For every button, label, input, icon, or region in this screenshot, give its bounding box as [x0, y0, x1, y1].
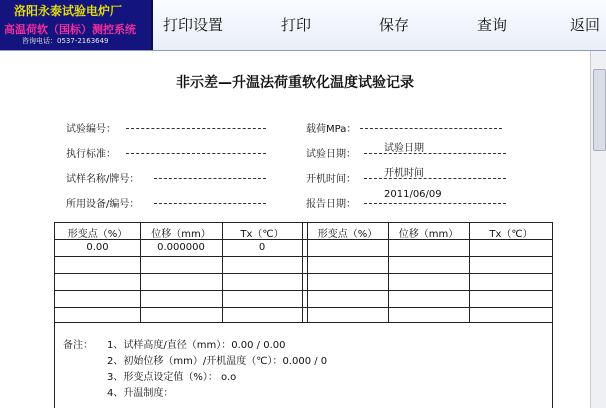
test-date-value: 试验日期 — [384, 143, 424, 154]
equipment-label: 所用设备/编号： — [66, 199, 140, 210]
logo-company-name: 洛阳永泰试验电炉厂 — [14, 4, 123, 18]
table-cell: 0.00 — [86, 242, 109, 253]
toolbar — [0, 0, 606, 51]
table-cell: 0 — [258, 242, 266, 253]
report-title: 非示差—升温法荷重软化温度试验记录 — [176, 75, 414, 91]
logo-system-name: 高温荷软（国标）测控系统 — [4, 23, 136, 36]
test-no-label: 试验编号： — [66, 124, 116, 135]
sample-line — [154, 178, 266, 179]
table-header-cell: Tx（℃） — [489, 229, 533, 240]
table-header-cell: 形变点（%） — [67, 229, 128, 240]
note-item-4: 4、升温制度： — [107, 388, 174, 399]
sample-label: 试样名称/牌号： — [66, 174, 140, 185]
company-logo — [0, 0, 153, 50]
notes-section — [54, 323, 553, 408]
save-button[interactable]: 保存 — [379, 16, 410, 34]
standard-line — [126, 153, 266, 154]
note-item-2: 2、初始位移（mm）/开机温度（℃）：0.000 / 0 — [107, 356, 328, 367]
standard-label: 执行标准： — [66, 149, 116, 160]
table-header-cell: 位移（mm） — [151, 229, 211, 240]
back-button[interactable]: 返回 — [570, 16, 601, 34]
load-line — [360, 128, 502, 129]
test-date-line — [364, 153, 506, 154]
scrollbar-thumb[interactable] — [593, 69, 606, 151]
query-button[interactable]: 查询 — [477, 16, 508, 34]
load-label: 载荷MPa： — [306, 124, 357, 135]
note-item-3: 3、形变点设定值（%）： o.o — [107, 372, 237, 383]
table-header-cell: 位移（mm） — [398, 229, 459, 240]
start-time-line — [364, 178, 506, 179]
vertical-scrollbar[interactable] — [590, 51, 606, 408]
notes-label: 备注： — [63, 340, 93, 351]
test-date-label: 试验日期： — [306, 149, 356, 160]
report-date-label: 报告日期： — [306, 199, 356, 210]
table-header-cell: 形变点（%） — [317, 229, 378, 240]
print-settings-button[interactable]: 打印设置 — [163, 16, 224, 34]
equipment-line — [154, 203, 266, 204]
table-cell: 0.000000 — [157, 242, 205, 253]
logo-phone: 咨询电话：0537-2163649 — [22, 37, 109, 45]
note-item-1: 1、试样高度/直径（mm）：0.00 / 0.00 — [107, 340, 286, 351]
test-no-line — [126, 128, 266, 129]
table-header-cell: Tx（℃） — [240, 229, 284, 240]
print-button[interactable]: 打印 — [281, 16, 312, 34]
start-time-value: 开机时间 — [384, 168, 424, 179]
report-date-value: 2011/06/09 — [384, 189, 442, 200]
start-time-label: 开机时间： — [306, 174, 356, 185]
report-date-line — [364, 203, 506, 204]
deformation-table — [54, 222, 553, 323]
